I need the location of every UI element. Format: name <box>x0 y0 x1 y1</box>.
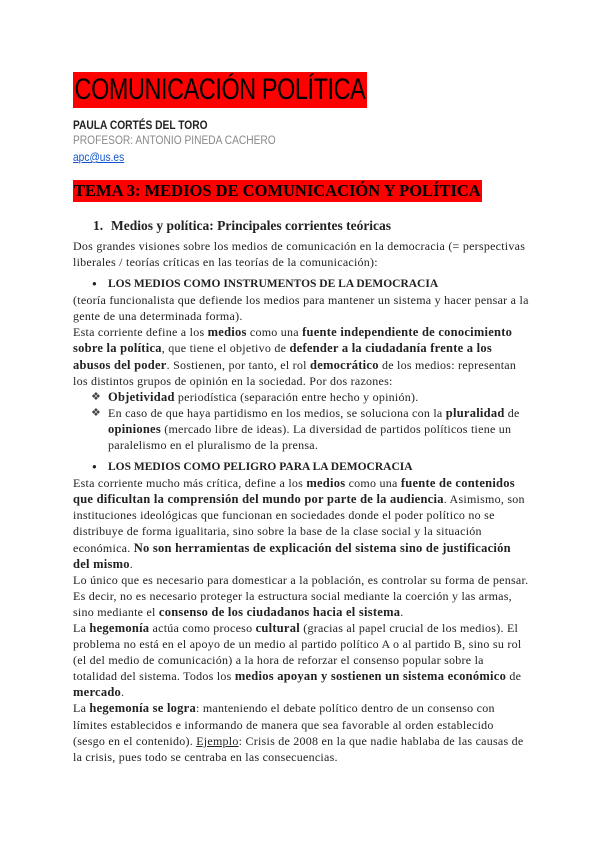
bold-text: mercado <box>73 685 122 700</box>
text-run: Esta corriente define a los <box>73 325 208 340</box>
text-run: . <box>121 685 125 700</box>
text-run: Lo único que es necesario para domesticar a la población, es controlar su forma de pensar. Es decir, no es necesario proteger la estructura social mediante la coerción y las armas, sino mediante el <box>73 572 529 619</box>
bold-text: medios <box>306 476 346 491</box>
text-run: de los medios: representan los distintos grupos de opinión en la sociedad. Por dos razones: <box>73 357 517 388</box>
text-run: de <box>506 669 522 684</box>
bold-text: fuente independiente de conocimiento sobre la política <box>73 325 513 356</box>
bold-text: pluralidad <box>445 405 505 420</box>
bold-text: Objetividad <box>108 389 175 404</box>
bold-text: medios <box>207 325 247 340</box>
bullet-heading <box>73 459 529 475</box>
underlined-text: Ejemplo <box>196 733 239 748</box>
text-run: de <box>504 405 520 420</box>
bold-text: hegemonía se logra <box>89 701 196 716</box>
diamond-bullet-icon: ❖ <box>91 406 102 419</box>
text-run: . Sostienen, por tanto, el rol <box>166 357 311 372</box>
bold-text: consenso de los ciudadanos hacia el sistema <box>158 604 401 619</box>
text-run: En caso de que haya partidismo en los medios, se soluciona con la <box>108 405 446 420</box>
text-run: periodística (separación entre hecho y opinión). <box>174 389 419 404</box>
paragraph <box>73 620 529 700</box>
text-run: LOS MEDIOS COMO PELIGRO PARA LA DEMOCRACIA <box>108 461 413 474</box>
bullet-dot-icon: ● <box>92 279 97 289</box>
text-run: . <box>129 556 134 571</box>
text-run: como una <box>246 325 303 340</box>
text-run: La <box>73 701 90 716</box>
bold-text: defender a la ciudadanía frente a los abusos del poder <box>73 341 493 372</box>
section-title: Medios y política: Principales corrientes teóricas <box>111 218 392 233</box>
bullet-item <box>73 389 529 405</box>
text-run: Dos grandes visiones sobre los medios de comunicación en la democracia (= perspectivas liberales / teorías críticas en las teorías de la comunicación): <box>73 239 526 270</box>
email-link[interactable]: apc@us.es <box>73 150 125 164</box>
bold-text: cultural <box>255 620 300 635</box>
paragraph <box>73 238 529 270</box>
paragraph <box>73 324 529 388</box>
bullet-dot-icon: ● <box>92 462 97 472</box>
bold-text: opiniones <box>108 421 161 436</box>
text-run: : Crisis de 2008 en la que nadie hablaba de las causas de la crisis, pues todo se centraba en las consecuencias. <box>73 733 524 764</box>
text-run: Esta corriente mucho más crítica, define a los <box>73 476 307 491</box>
text-run: (teoría funcionalista que defiende los medios para mantener un sistema y hacer pensar a la gente de una determinada forma). <box>73 293 529 324</box>
paragraph <box>73 572 529 620</box>
text-run: . <box>400 604 404 619</box>
text-run: (gracias al papel crucial de los medios). El problema no está en el apoyo de un medio al partido político A o al partido B, sino su rol (el del medio de comunicación) a la hora de reforzar el consenso popular sobre la totalidad del sistema. Todos los <box>73 620 522 684</box>
diamond-bullet-icon: ❖ <box>91 390 102 403</box>
text-run: , que tiene el objetivo de <box>161 341 290 356</box>
bullet-item <box>73 405 529 453</box>
topic-heading: TEMA 3: MEDIOS DE COMUNICACIÓN Y POLÍTICA <box>74 181 481 200</box>
bold-text: democrático <box>310 357 379 372</box>
text-run: (mercado libre de ideas). La diversidad de partidos políticos tiene un paralelismo en el pluralismo de la prensa. <box>108 421 512 453</box>
paragraph <box>73 700 529 764</box>
text-run: La <box>73 620 90 635</box>
author-name: PAULA CORTÉS DEL TORO <box>73 118 208 132</box>
text-run: . Asimismo, son instituciones ideológicas que funcionan en sociedades donde el poder político no se distribuye de forma igualitaria, sino sobre la base de la clase social y la situación económica. <box>73 492 525 555</box>
bold-text: No son herramientas de explicación del sistema sino de justificación del mismo <box>73 540 511 571</box>
bold-text: medios apoyan y sostienen un sistema económico <box>234 669 507 684</box>
text-run: actúa como proceso <box>149 620 256 635</box>
document-body <box>73 238 529 765</box>
text-run: : manteniendo el debate político dentro de un consenso con límites establecidos e informando de manera que sea favorable al orden establecido (sesgo en el contenido). <box>73 701 495 748</box>
bold-text: hegemonía <box>89 620 150 635</box>
section-heading <box>93 216 529 236</box>
bullet-heading <box>73 276 529 292</box>
paragraph <box>73 292 529 324</box>
document-title: COMUNICACIÓN POLÍTICA <box>74 73 366 106</box>
bold-text: fuente de contenidos que dificultan la comprensión del mundo por parte de la audiencia <box>73 476 515 507</box>
text-run: como una <box>345 476 401 491</box>
text-run: LOS MEDIOS COMO INSTRUMENTOS DE LA DEMOCRACIA <box>108 278 439 291</box>
document-page <box>73 72 529 765</box>
professor-name: PROFESOR: ANTONIO PINEDA CACHERO <box>73 133 276 147</box>
section-number: 1. <box>93 218 104 233</box>
paragraph <box>73 475 529 572</box>
